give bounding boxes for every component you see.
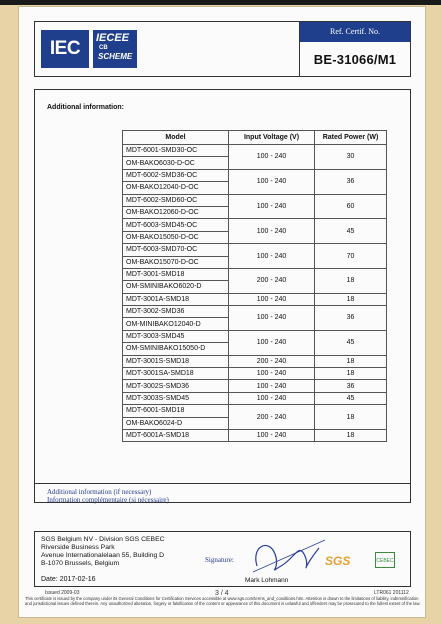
cb-logo-text: CB <box>99 45 108 51</box>
column-header-model: Model <box>123 131 229 145</box>
model-cell: MDT-6002-SMD36-OC <box>123 169 229 181</box>
model-cell: MDT-3003-SMD45 <box>123 330 229 342</box>
additional-info-title: Additional information: <box>47 104 124 111</box>
power-cell: 18 <box>315 268 387 293</box>
iecee-cb-logo <box>93 30 137 68</box>
iec-logo: IEC <box>41 30 89 68</box>
table-row <box>123 392 387 404</box>
issuer-section <box>34 531 411 587</box>
table-row <box>123 330 387 342</box>
iecee-logo-text: IECEE <box>96 32 130 44</box>
voltage-cell: 100 - 240 <box>229 145 315 170</box>
address-line: Avenue Internationalelaan 55, Building D <box>41 552 165 559</box>
power-cell: 18 <box>315 293 387 305</box>
model-cell: MDT-3001S-SMD18 <box>123 355 229 367</box>
voltage-cell: 200 - 240 <box>229 405 315 430</box>
model-cell: OM-MINIBAKO12040-D <box>123 318 229 330</box>
model-cell: OM-SMINIBAKO15050-D <box>123 343 229 355</box>
logo-box <box>35 22 300 76</box>
column-header-power: Rated Power (W) <box>315 131 387 145</box>
voltage-cell: 100 - 240 <box>229 368 315 380</box>
table-row <box>123 293 387 305</box>
model-cell: MDT-3001A-SMD18 <box>123 293 229 305</box>
model-cell: MDT-3003S-SMD45 <box>123 392 229 404</box>
voltage-cell: 100 - 240 <box>229 380 315 392</box>
power-cell: 36 <box>315 169 387 194</box>
model-cell: MDT-6003-SMD45-OC <box>123 219 229 231</box>
model-cell: OM-BAKO12060-D-OC <box>123 206 229 218</box>
footer-divider <box>35 483 410 484</box>
voltage-cell: 100 - 240 <box>229 306 315 331</box>
date-value: 2017-02-16 <box>59 576 96 583</box>
voltage-cell: 100 - 240 <box>229 219 315 244</box>
model-cell: OM-SMINIBAKO6020-D <box>123 281 229 293</box>
address-line: Riverside Business Park <box>41 544 115 551</box>
table-row <box>123 355 387 367</box>
table-row <box>123 306 387 318</box>
sgs-logo: SGS <box>325 554 351 568</box>
additional-info-footer-fr: Information complémentaire (si nécessaire) <box>47 496 169 504</box>
table-row <box>123 219 387 231</box>
model-cell: MDT-6003-SMD70-OC <box>123 244 229 256</box>
cebec-logo: CEBEC <box>375 552 395 568</box>
voltage-cell: 200 - 240 <box>229 268 315 293</box>
issued-date: Issued 2009-03 <box>45 590 80 596</box>
power-cell: 36 <box>315 380 387 392</box>
ref-label: Ref. Certif. No. <box>300 22 410 42</box>
power-cell: 18 <box>315 429 387 441</box>
table-row <box>123 268 387 280</box>
page-number: 3 / 4 <box>215 590 229 597</box>
table-row <box>123 368 387 380</box>
model-cell: OM-BAKO6024-D <box>123 417 229 429</box>
voltage-cell: 200 - 240 <box>229 355 315 367</box>
voltage-cell: 100 - 240 <box>229 429 315 441</box>
table-row <box>123 145 387 157</box>
certificate-header <box>34 21 411 77</box>
power-cell: 18 <box>315 355 387 367</box>
form-id: LTR061 201112 <box>374 590 409 596</box>
column-header-voltage: Input Voltage (V) <box>229 131 315 145</box>
signature-scribble-icon <box>249 536 329 578</box>
date-label: Date: <box>41 576 58 583</box>
voltage-cell: 100 - 240 <box>229 392 315 404</box>
power-cell: 45 <box>315 330 387 355</box>
power-cell: 18 <box>315 368 387 380</box>
model-cell: MDT-6001-SMD30-OC <box>123 145 229 157</box>
additional-info-section <box>34 89 411 503</box>
model-cell: MDT-6001A-SMD18 <box>123 429 229 441</box>
table-body <box>123 145 387 442</box>
disclaimer: This certificate is issued by the company under its General Conditions for Certification Services accessible at www.sgs.com/terms_and_conditions.htm. Attention is drawn to the limitations of liability, indemnification and jurisdictional issues defined therein. Any unauthorized alteration, forgery or falsification of the content or appearance of this document is unlawful and offenders may be prosecuted to the fullest extent of the law. <box>25 596 421 606</box>
table-row <box>123 429 387 441</box>
model-cell: OM-BAKO12040-D-OC <box>123 182 229 194</box>
model-cell: OM-BAKO15070-D-OC <box>123 256 229 268</box>
power-cell: 45 <box>315 392 387 404</box>
table-row <box>123 380 387 392</box>
voltage-cell: 100 - 240 <box>229 293 315 305</box>
certificate-page <box>18 6 426 618</box>
signature-label: Signature: <box>205 556 234 564</box>
table-row <box>123 405 387 417</box>
issuer-address <box>41 536 165 568</box>
model-cell: MDT-3001-SMD18 <box>123 268 229 280</box>
voltage-cell: 100 - 240 <box>229 169 315 194</box>
model-table <box>122 130 387 442</box>
scheme-logo-text: SCHEME <box>98 52 133 61</box>
power-cell: 18 <box>315 405 387 430</box>
power-cell: 30 <box>315 145 387 170</box>
power-cell: 45 <box>315 219 387 244</box>
table-row <box>123 244 387 256</box>
issue-date <box>41 576 96 583</box>
power-cell: 60 <box>315 194 387 219</box>
model-cell: MDT-6001-SMD18 <box>123 405 229 417</box>
reference-box <box>300 22 410 76</box>
voltage-cell: 100 - 240 <box>229 194 315 219</box>
model-cell: MDT-3001SA-SMD18 <box>123 368 229 380</box>
model-cell: OM-BAKO15050-D-OC <box>123 231 229 243</box>
model-cell: MDT-6002-SMD60-OC <box>123 194 229 206</box>
table-row <box>123 194 387 206</box>
model-cell: MDT-3002-SMD36 <box>123 306 229 318</box>
model-cell: MDT-3002S-SMD36 <box>123 380 229 392</box>
table-row <box>123 169 387 181</box>
ref-number: BE-31066/M1 <box>313 51 397 67</box>
additional-info-footer-en: Additional information (if necessary) <box>47 488 152 496</box>
power-cell: 36 <box>315 306 387 331</box>
address-line: B-1070 Brussels, Belgium <box>41 560 120 567</box>
table-header-row <box>123 131 387 145</box>
address-line: SGS Belgium NV - Division SGS CEBEC <box>41 536 165 543</box>
power-cell: 70 <box>315 244 387 269</box>
voltage-cell: 100 - 240 <box>229 244 315 269</box>
signatory-name: Mark Lohmann <box>245 577 289 584</box>
voltage-cell: 100 - 240 <box>229 330 315 355</box>
top-bar <box>0 0 441 5</box>
model-cell: OM-BAKO6030-D-OC <box>123 157 229 169</box>
